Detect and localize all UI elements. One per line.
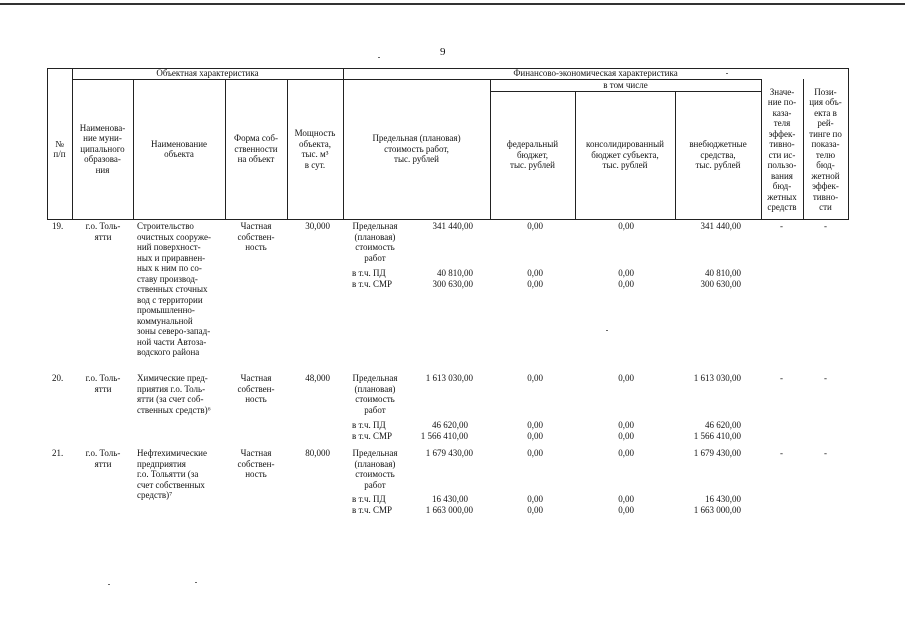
row-pd-cost: 16 430,00 — [432, 494, 468, 504]
scan-speck — [195, 582, 197, 583]
header-col-ownership: Форма соб- ственности на объект — [234, 133, 278, 165]
row-efficiency: - — [780, 221, 783, 231]
header-col-object-name: Наименование объекта — [150, 138, 208, 159]
row-smr-label: в т.ч. СМР — [352, 279, 393, 289]
scan-speck — [108, 584, 110, 585]
col-line-right — [848, 68, 849, 220]
row-smr-cost: 1 663 000,00 — [425, 505, 473, 515]
row-rank: - — [824, 448, 827, 458]
row-federal-total: 0,00 — [527, 373, 543, 383]
row-pd-consolidated: 0,00 — [618, 494, 634, 504]
row-object-name: Химические пред- приятия г.о. Толь- ятти (за счет соб- ственных средств)⁶ — [137, 373, 211, 415]
header-col-extrabudget: внебюджетные средства, тыс. рублей — [689, 139, 747, 171]
row-extrabudget-total: 341 440,00 — [700, 221, 741, 231]
page-number: 9 — [440, 46, 446, 58]
row-smr-federal: 0,00 — [527, 279, 543, 289]
row-object-name: Строительство очистных сооруже- ний поверхност- ных и приравнен- ных к ним по со- ставу производ- ственных сточных вод с территории промышленно- коммунальной зоны северо-запад- ной части Автоза- водского района — [137, 221, 211, 357]
header-col-consolidated: консолидированный бюджет субъекта, тыс. рублей — [586, 139, 664, 171]
row-federal-total: 0,00 — [527, 448, 543, 458]
row-cost-total: 1 679 430,00 — [425, 448, 473, 458]
row-ownership: Частная собствен- ность — [237, 448, 275, 479]
row-smr-federal: 0,00 — [527, 505, 543, 515]
row-smr-cost: 1 566 410,00 — [420, 431, 468, 441]
row-consolidated-total: 0,00 — [618, 221, 634, 231]
header-col-capacity: Мощность объекта, тыс. м³ в сут. — [294, 128, 336, 170]
row-pd-label: в т.ч. ПД — [352, 420, 386, 430]
header-col-rank: Пози- ция объ- екта в рей- тинге по показа- телю бюд- жетной эффек- тивно- сти — [809, 86, 842, 212]
row-smr-federal: 0,00 — [527, 431, 543, 441]
row-pd-label: в т.ч. ПД — [352, 268, 386, 278]
header-col-efficiency: Значе- ние по- каза- теля эффек- тивно- сти ис- пользо- вания бюд- жетных средств — [767, 86, 797, 212]
row-smr-consolidated: 0,00 — [618, 279, 634, 289]
row-efficiency: - — [780, 373, 783, 383]
row-pd-federal: 0,00 — [527, 420, 543, 430]
row-rank: - — [824, 221, 827, 231]
row-cost-label: Предельная (плановая) стоимость работ — [352, 373, 398, 415]
row-pd-extrabudget: 40 810,00 — [705, 268, 741, 278]
row-cost-total: 1 613 030,00 — [425, 373, 473, 383]
header-including: в том числе — [603, 79, 648, 90]
row-pd-federal: 0,00 — [527, 494, 543, 504]
row-ownership: Частная собствен- ность — [237, 373, 275, 404]
row-extrabudget-total: 1 679 430,00 — [693, 448, 741, 458]
header-bottom-line — [47, 219, 848, 220]
row-municipality: г.о. Толь- ятти — [85, 448, 121, 469]
row-smr-consolidated: 0,00 — [618, 431, 634, 441]
row-cost-label: Предельная (плановая) стоимость работ — [352, 448, 398, 490]
header-col-federal: федеральный бюджет, тыс. рублей — [506, 139, 559, 171]
row-capacity: 30,000 — [305, 221, 330, 231]
row-pd-extrabudget: 46 620,00 — [705, 420, 741, 430]
row-smr-label: в т.ч. СМР — [352, 431, 393, 441]
row-number: 19. — [52, 221, 64, 231]
scan-speck — [606, 330, 608, 331]
header-financial-characteristic: Финансово-экономическая характеристика — [513, 68, 678, 79]
row-smr-extrabudget: 1 663 000,00 — [693, 505, 741, 515]
row-pd-label: в т.ч. ПД — [352, 494, 386, 504]
row-extrabudget-total: 1 613 030,00 — [693, 373, 741, 383]
row-consolidated-total: 0,00 — [618, 448, 634, 458]
row-capacity: 80,000 — [305, 448, 330, 458]
row-efficiency: - — [780, 448, 783, 458]
row-smr-extrabudget: 300 630,00 — [700, 279, 741, 289]
row-consolidated-total: 0,00 — [618, 373, 634, 383]
row-smr-label: в т.ч. СМР — [352, 505, 393, 515]
row-object-name: Нефтехимические предприятия г.о. Тольятти (за счет собственных средств)⁷ — [137, 448, 207, 500]
header-col-cost: Предельная (плановая) стоимость работ, тыс. рублей — [372, 133, 461, 165]
header-col-municipality: Наименова- ние муни- ципального образова- ния — [79, 122, 126, 175]
header-col-number: № п/п — [53, 138, 66, 159]
row-municipality: г.о. Толь- ятти — [85, 373, 121, 394]
row-federal-total: 0,00 — [527, 221, 543, 231]
row-pd-consolidated: 0,00 — [618, 420, 634, 430]
row-smr-cost: 300 630,00 — [432, 279, 473, 289]
row-pd-extrabudget: 16 430,00 — [705, 494, 741, 504]
row-pd-federal: 0,00 — [527, 268, 543, 278]
row-cost-total: 341 440,00 — [432, 221, 473, 231]
scan-top-border — [0, 3, 905, 5]
row-pd-cost: 46 620,00 — [432, 420, 468, 430]
row-municipality: г.о. Толь- ятти — [85, 221, 121, 242]
row-ownership: Частная собствен- ность — [237, 221, 275, 252]
row-number: 20. — [52, 373, 64, 383]
row-cost-label: Предельная (плановая) стоимость работ — [352, 221, 398, 263]
row-rank: - — [824, 373, 827, 383]
header-object-characteristic: Объектная характеристика — [156, 68, 259, 79]
scan-speck — [726, 73, 728, 74]
row-smr-consolidated: 0,00 — [618, 505, 634, 515]
row-pd-cost: 40 810,00 — [437, 268, 473, 278]
row-number: 21. — [52, 448, 64, 458]
row-capacity: 48,000 — [305, 373, 330, 383]
row-smr-extrabudget: 1 566 410,00 — [693, 431, 741, 441]
row-pd-consolidated: 0,00 — [618, 268, 634, 278]
scan-speck — [378, 57, 380, 58]
